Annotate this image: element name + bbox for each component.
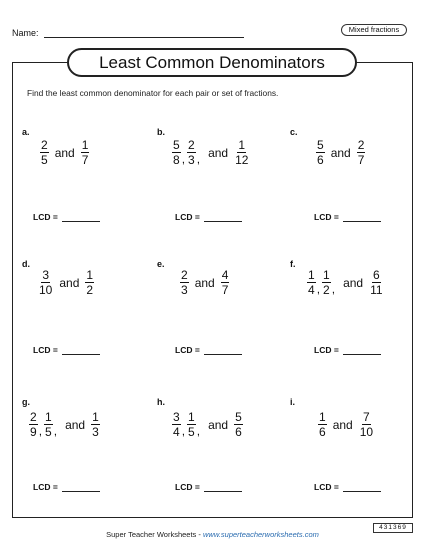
numerator: 1: [319, 410, 326, 424]
fraction: [81, 138, 90, 167]
name-field[interactable]: [44, 29, 244, 38]
connector-word: and: [330, 145, 351, 160]
denominator: 11: [370, 283, 383, 297]
lcd-answer: [33, 212, 100, 222]
lcd-answer-blank[interactable]: [62, 347, 100, 355]
fraction: [221, 268, 230, 297]
problem-expression: [40, 138, 89, 167]
denominator: 3: [92, 425, 99, 439]
fraction: [44, 410, 53, 439]
numerator: 5: [317, 138, 324, 152]
fraction: [38, 268, 53, 297]
lcd-answer-blank[interactable]: [204, 347, 242, 355]
comma: ,: [38, 423, 43, 438]
problem-letter: h.: [157, 397, 165, 407]
lcd-answer: [175, 482, 242, 492]
lcd-answer-blank[interactable]: [343, 214, 381, 222]
connector-word: and: [65, 417, 86, 432]
denominator: 5: [45, 425, 52, 439]
lcd-answer: [175, 345, 242, 355]
denominator: 7: [357, 153, 365, 167]
numerator: 1: [92, 410, 99, 424]
lcd-answer: [175, 212, 242, 222]
denominator: 10: [39, 283, 53, 297]
denominator: 6: [235, 425, 242, 439]
numerator: 1: [238, 138, 246, 152]
denominator: 8: [173, 153, 180, 167]
numerator: 5: [173, 138, 180, 152]
numerator: 1: [188, 410, 195, 424]
name-row: [12, 28, 244, 38]
fraction: [359, 410, 374, 439]
fraction: [234, 138, 249, 167]
comma: ,: [331, 281, 336, 296]
lcd-label: LCD =: [33, 482, 58, 492]
lcd-label: LCD =: [175, 482, 200, 492]
comma: ,: [181, 423, 186, 438]
denominator: 4: [308, 283, 315, 297]
fraction: [369, 268, 383, 297]
problem-letter: d.: [22, 259, 30, 269]
lcd-answer: [314, 482, 381, 492]
lcd-answer-blank[interactable]: [204, 214, 242, 222]
problem-expression: [316, 138, 365, 167]
footer-brand: Super Teacher Worksheets -: [106, 530, 203, 539]
fraction: [29, 410, 38, 439]
connector-word: and: [194, 275, 215, 290]
lcd-label: LCD =: [314, 212, 339, 222]
problem-expression: [172, 410, 243, 439]
numerator: 2: [181, 268, 188, 282]
denominator: 2: [86, 283, 94, 297]
numerator: 1: [45, 410, 52, 424]
lcd-answer-blank[interactable]: [62, 214, 100, 222]
fraction: [187, 138, 196, 167]
comma: ,: [196, 423, 201, 438]
fraction: [85, 268, 94, 297]
fraction: [322, 268, 331, 297]
lcd-answer-blank[interactable]: [343, 347, 381, 355]
fraction: [187, 410, 196, 439]
connector-word: and: [208, 145, 229, 160]
problem-expression: [29, 410, 100, 439]
fraction: [180, 268, 189, 297]
category-badge: Mixed fractions: [341, 24, 407, 36]
numerator: 1: [323, 268, 330, 282]
lcd-label: LCD =: [314, 345, 339, 355]
numerator: 1: [86, 268, 94, 282]
numerator: 2: [41, 138, 48, 152]
name-label: Name:: [12, 28, 39, 38]
fraction: [318, 410, 327, 439]
denominator: 7: [221, 283, 229, 297]
problem-expression: [38, 268, 94, 297]
denominator: 5: [188, 425, 195, 439]
lcd-answer: [33, 345, 100, 355]
fraction: [172, 410, 181, 439]
footer: [0, 530, 425, 539]
numerator: 2: [357, 138, 365, 152]
denominator: 12: [235, 153, 249, 167]
lcd-label: LCD =: [175, 212, 200, 222]
problem-expression: [318, 410, 374, 439]
comma: ,: [196, 151, 201, 166]
footer-link[interactable]: www.superteacherworksheets.com: [202, 530, 319, 539]
lcd-answer: [314, 212, 381, 222]
problem-expression: [307, 268, 384, 297]
fraction: [357, 138, 366, 167]
lcd-label: LCD =: [33, 212, 58, 222]
connector-word: and: [59, 275, 80, 290]
denominator: 4: [173, 425, 180, 439]
comma: ,: [181, 151, 186, 166]
fraction: [172, 138, 181, 167]
numerator: 7: [363, 410, 370, 424]
lcd-answer-blank[interactable]: [204, 484, 242, 492]
comma: ,: [316, 281, 321, 296]
instructions: Find the least common denominator for each pair or set of fractions.: [27, 88, 279, 98]
numerator: 1: [308, 268, 315, 282]
problem-expression: [172, 138, 249, 167]
connector-word: and: [343, 275, 364, 290]
numerator: 6: [372, 268, 380, 282]
problem-letter: c.: [290, 127, 298, 137]
numerator: 3: [173, 410, 180, 424]
problem-letter: b.: [157, 127, 165, 137]
denominator: 3: [181, 283, 188, 297]
comma: ,: [53, 423, 58, 438]
page-title: Least Common Denominators: [67, 48, 357, 77]
lcd-answer-blank[interactable]: [343, 484, 381, 492]
problem-letter: i.: [290, 397, 296, 407]
worksheet-code: 431369: [373, 523, 413, 533]
lcd-answer: [314, 345, 381, 355]
lcd-label: LCD =: [314, 482, 339, 492]
denominator: 6: [319, 425, 326, 439]
connector-word: and: [332, 417, 353, 432]
problem-letter: g.: [22, 397, 30, 407]
denominator: 10: [359, 425, 374, 439]
numerator: 5: [235, 410, 242, 424]
problem-letter: e.: [157, 259, 165, 269]
problem-expression: [180, 268, 229, 297]
fraction: [234, 410, 243, 439]
lcd-label: LCD =: [33, 345, 58, 355]
denominator: 7: [81, 153, 89, 167]
fraction: [40, 138, 49, 167]
numerator: 4: [221, 268, 229, 282]
connector-word: and: [54, 145, 75, 160]
connector-word: and: [208, 417, 229, 432]
numerator: 3: [42, 268, 50, 282]
problem-letter: a.: [22, 127, 30, 137]
lcd-answer-blank[interactable]: [62, 484, 100, 492]
denominator: 9: [30, 425, 37, 439]
numerator: 2: [188, 138, 195, 152]
numerator: 2: [30, 410, 37, 424]
denominator: 2: [323, 283, 330, 297]
lcd-label: LCD =: [175, 345, 200, 355]
numerator: 1: [81, 138, 89, 152]
fraction: [91, 410, 100, 439]
problem-letter: f.: [290, 259, 296, 269]
denominator: 5: [41, 153, 48, 167]
fraction: [307, 268, 316, 297]
denominator: 3: [188, 153, 195, 167]
fraction: [316, 138, 325, 167]
denominator: 6: [317, 153, 324, 167]
lcd-answer: [33, 482, 100, 492]
